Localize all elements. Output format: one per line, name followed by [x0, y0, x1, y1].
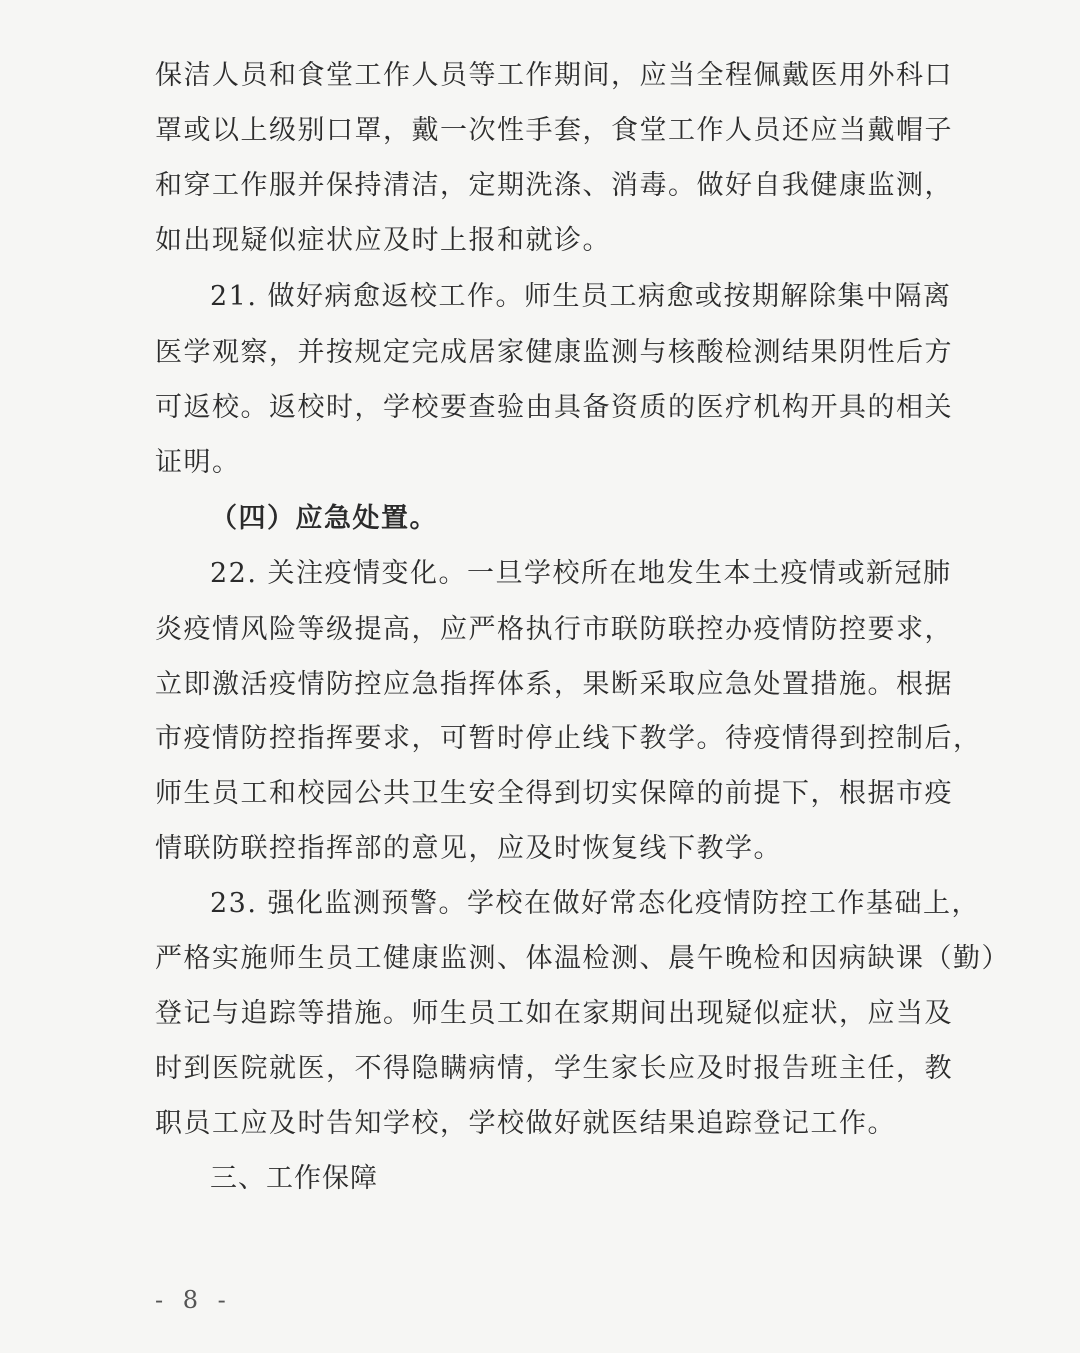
section-title: 三、工作保障 — [210, 1163, 378, 1194]
subsection-title: （四）应急处置。 — [210, 503, 438, 534]
text-line: 师生员工和校园公共卫生安全得到切实保障的前提下，根据市疫 — [155, 778, 953, 809]
text-line: 情联防联控指挥部的意见，应及时恢复线下教学。 — [155, 833, 782, 864]
text-line: 职员工应及时告知学校，学校做好就医结果追踪登记工作。 — [155, 1108, 896, 1139]
clause-23-heading: 23. 强化监测预警。学校在做好常态化疫情防控工作基础上， — [210, 888, 981, 919]
text-line: 和穿工作服并保持清洁，定期洗涤、消毒。做好自我健康监测， — [155, 170, 953, 201]
text-line: 保洁人员和食堂工作人员等工作期间，应当全程佩戴医用外科口 — [155, 60, 953, 91]
text-line: 炎疫情风险等级提高，应严格执行市联防联控办疫情防控要求， — [155, 614, 953, 645]
page-number: - 8 - — [155, 1286, 232, 1314]
text-line: 立即激活疫情防控应急指挥体系，果断采取应急处置措施。根据 — [155, 669, 953, 700]
text-line: 可返校。返校时，学校要查验由具备资质的医疗机构开具的相关 — [155, 392, 953, 423]
text-line: 市疫情防控指挥要求，可暂时停止线下教学。待疫情得到控制后， — [155, 723, 982, 754]
text-line: 时到医院就医，不得隐瞒病情，学生家长应及时报告班主任，教 — [155, 1053, 953, 1084]
text-line: 如出现疑似症状应及时上报和就诊。 — [155, 225, 611, 256]
text-line: 罩或以上级别口罩，戴一次性手套，食堂工作人员还应当戴帽子 — [155, 115, 953, 146]
clause-22-heading: 22. 关注疫情变化。一旦学校所在地发生本土疫情或新冠肺 — [210, 558, 952, 589]
text-line: 严格实施师生员工健康监测、体温检测、晨午晚检和因病缺课（勤） — [155, 943, 1010, 974]
text-line: 证明。 — [155, 447, 241, 478]
text-line: 登记与追踪等措施。师生员工如在家期间出现疑似症状，应当及 — [155, 998, 953, 1029]
clause-21-heading: 21. 做好病愈返校工作。师生员工病愈或按期解除集中隔离 — [210, 281, 952, 312]
text-line: 医学观察，并按规定完成居家健康监测与核酸检测结果阴性后方 — [155, 337, 953, 368]
